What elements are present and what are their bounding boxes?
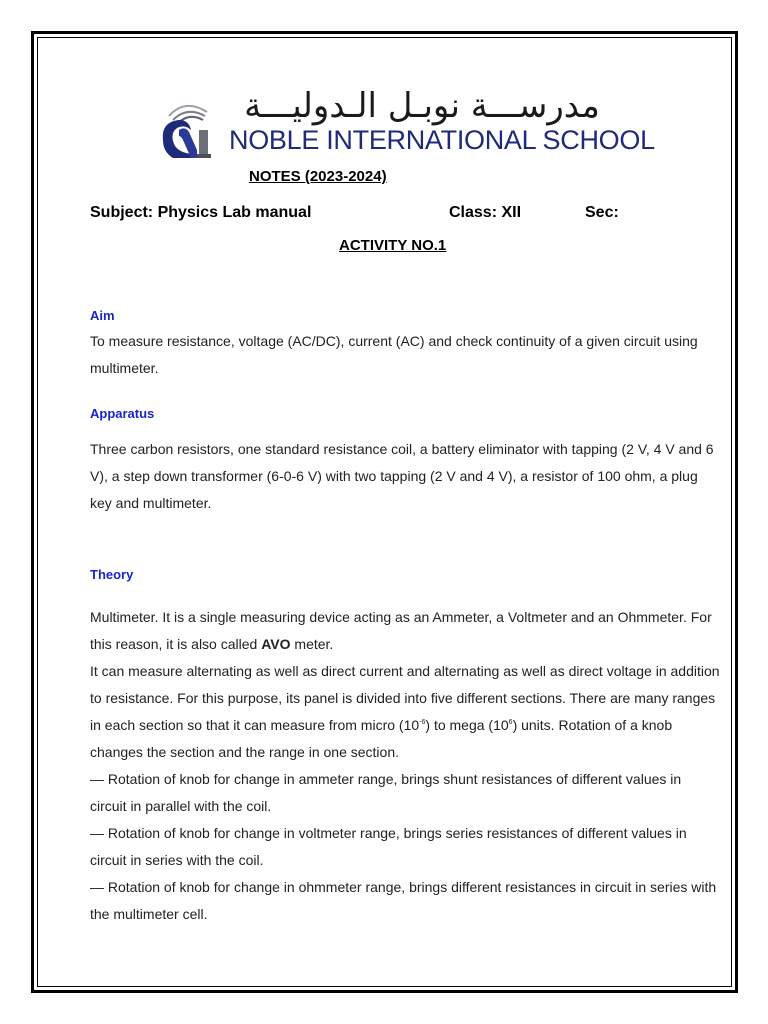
- aim-text: To measure resistance, voltage (AC/DC), current (AC) and check continuity of a given circuit using multimeter.: [90, 333, 698, 376]
- school-name-arabic: مدرســـة نوبـل الـدوليـــة: [244, 86, 600, 126]
- theory-bullet-voltmeter: — Rotation of knob for change in voltmeter range, brings series resistances of different values in circuit in series with the coil.: [90, 825, 687, 868]
- school-emblem-icon: [155, 100, 217, 158]
- mega-exponent: 6: [508, 719, 513, 726]
- micro-exponent: -6: [419, 719, 426, 726]
- aim-heading: Aim: [90, 308, 115, 323]
- theory-bullet-ammeter: — Rotation of knob for change in ammeter range, brings shunt resistances of different values in circuit in parallel with the coil.: [90, 771, 682, 814]
- theory-bullet-ohmmeter: — Rotation of knob for change in ohmmeter range, brings different resistances in circuit in series with the multimeter cell.: [90, 879, 717, 922]
- section-label: Sec:: [585, 204, 619, 221]
- subject-label: Subject: Physics Lab manual: [90, 204, 312, 221]
- school-name-english: NOBLE INTERNATIONAL SCHOOL: [229, 125, 655, 155]
- theory-heading: Theory: [90, 567, 134, 582]
- theory-intro: Multimeter. It is a single measuring device acting as an Ammeter, a Voltmeter and an Ohmmeter. For this reason, it is also called AVO meter.: [90, 609, 712, 652]
- school-logo: [155, 86, 655, 158]
- avo-term: AVO: [261, 636, 291, 652]
- apparatus-heading: Apparatus: [90, 406, 155, 421]
- theory-range-paragraph: It can measure alternating as well as direct current and alternating as well as direct voltage in addition to resistance. For this purpose, its panel is divided into five different sections. There are many ranges in each section so that it can measure from micro $(10^{-6})$ to mega $(10^6)$ units. Rotation of a knob changes the section and the range in one section.: [90, 663, 720, 760]
- notes-title: NOTES (2023-2024): [249, 168, 387, 185]
- theory-body: [90, 604, 720, 928]
- activity-title: ACTIVITY NO.1: [339, 237, 447, 254]
- apparatus-text: Three carbon resistors, one standard resistance coil, a battery eliminator with tapping (2 V, 4 V and 6 V), a step down transformer (6-0-6 V) with two tapping (2 V and 4 V), a resistor of 100 ohm, a plug key and multimeter.: [90, 441, 714, 511]
- class-label: Class: XII: [449, 204, 522, 221]
